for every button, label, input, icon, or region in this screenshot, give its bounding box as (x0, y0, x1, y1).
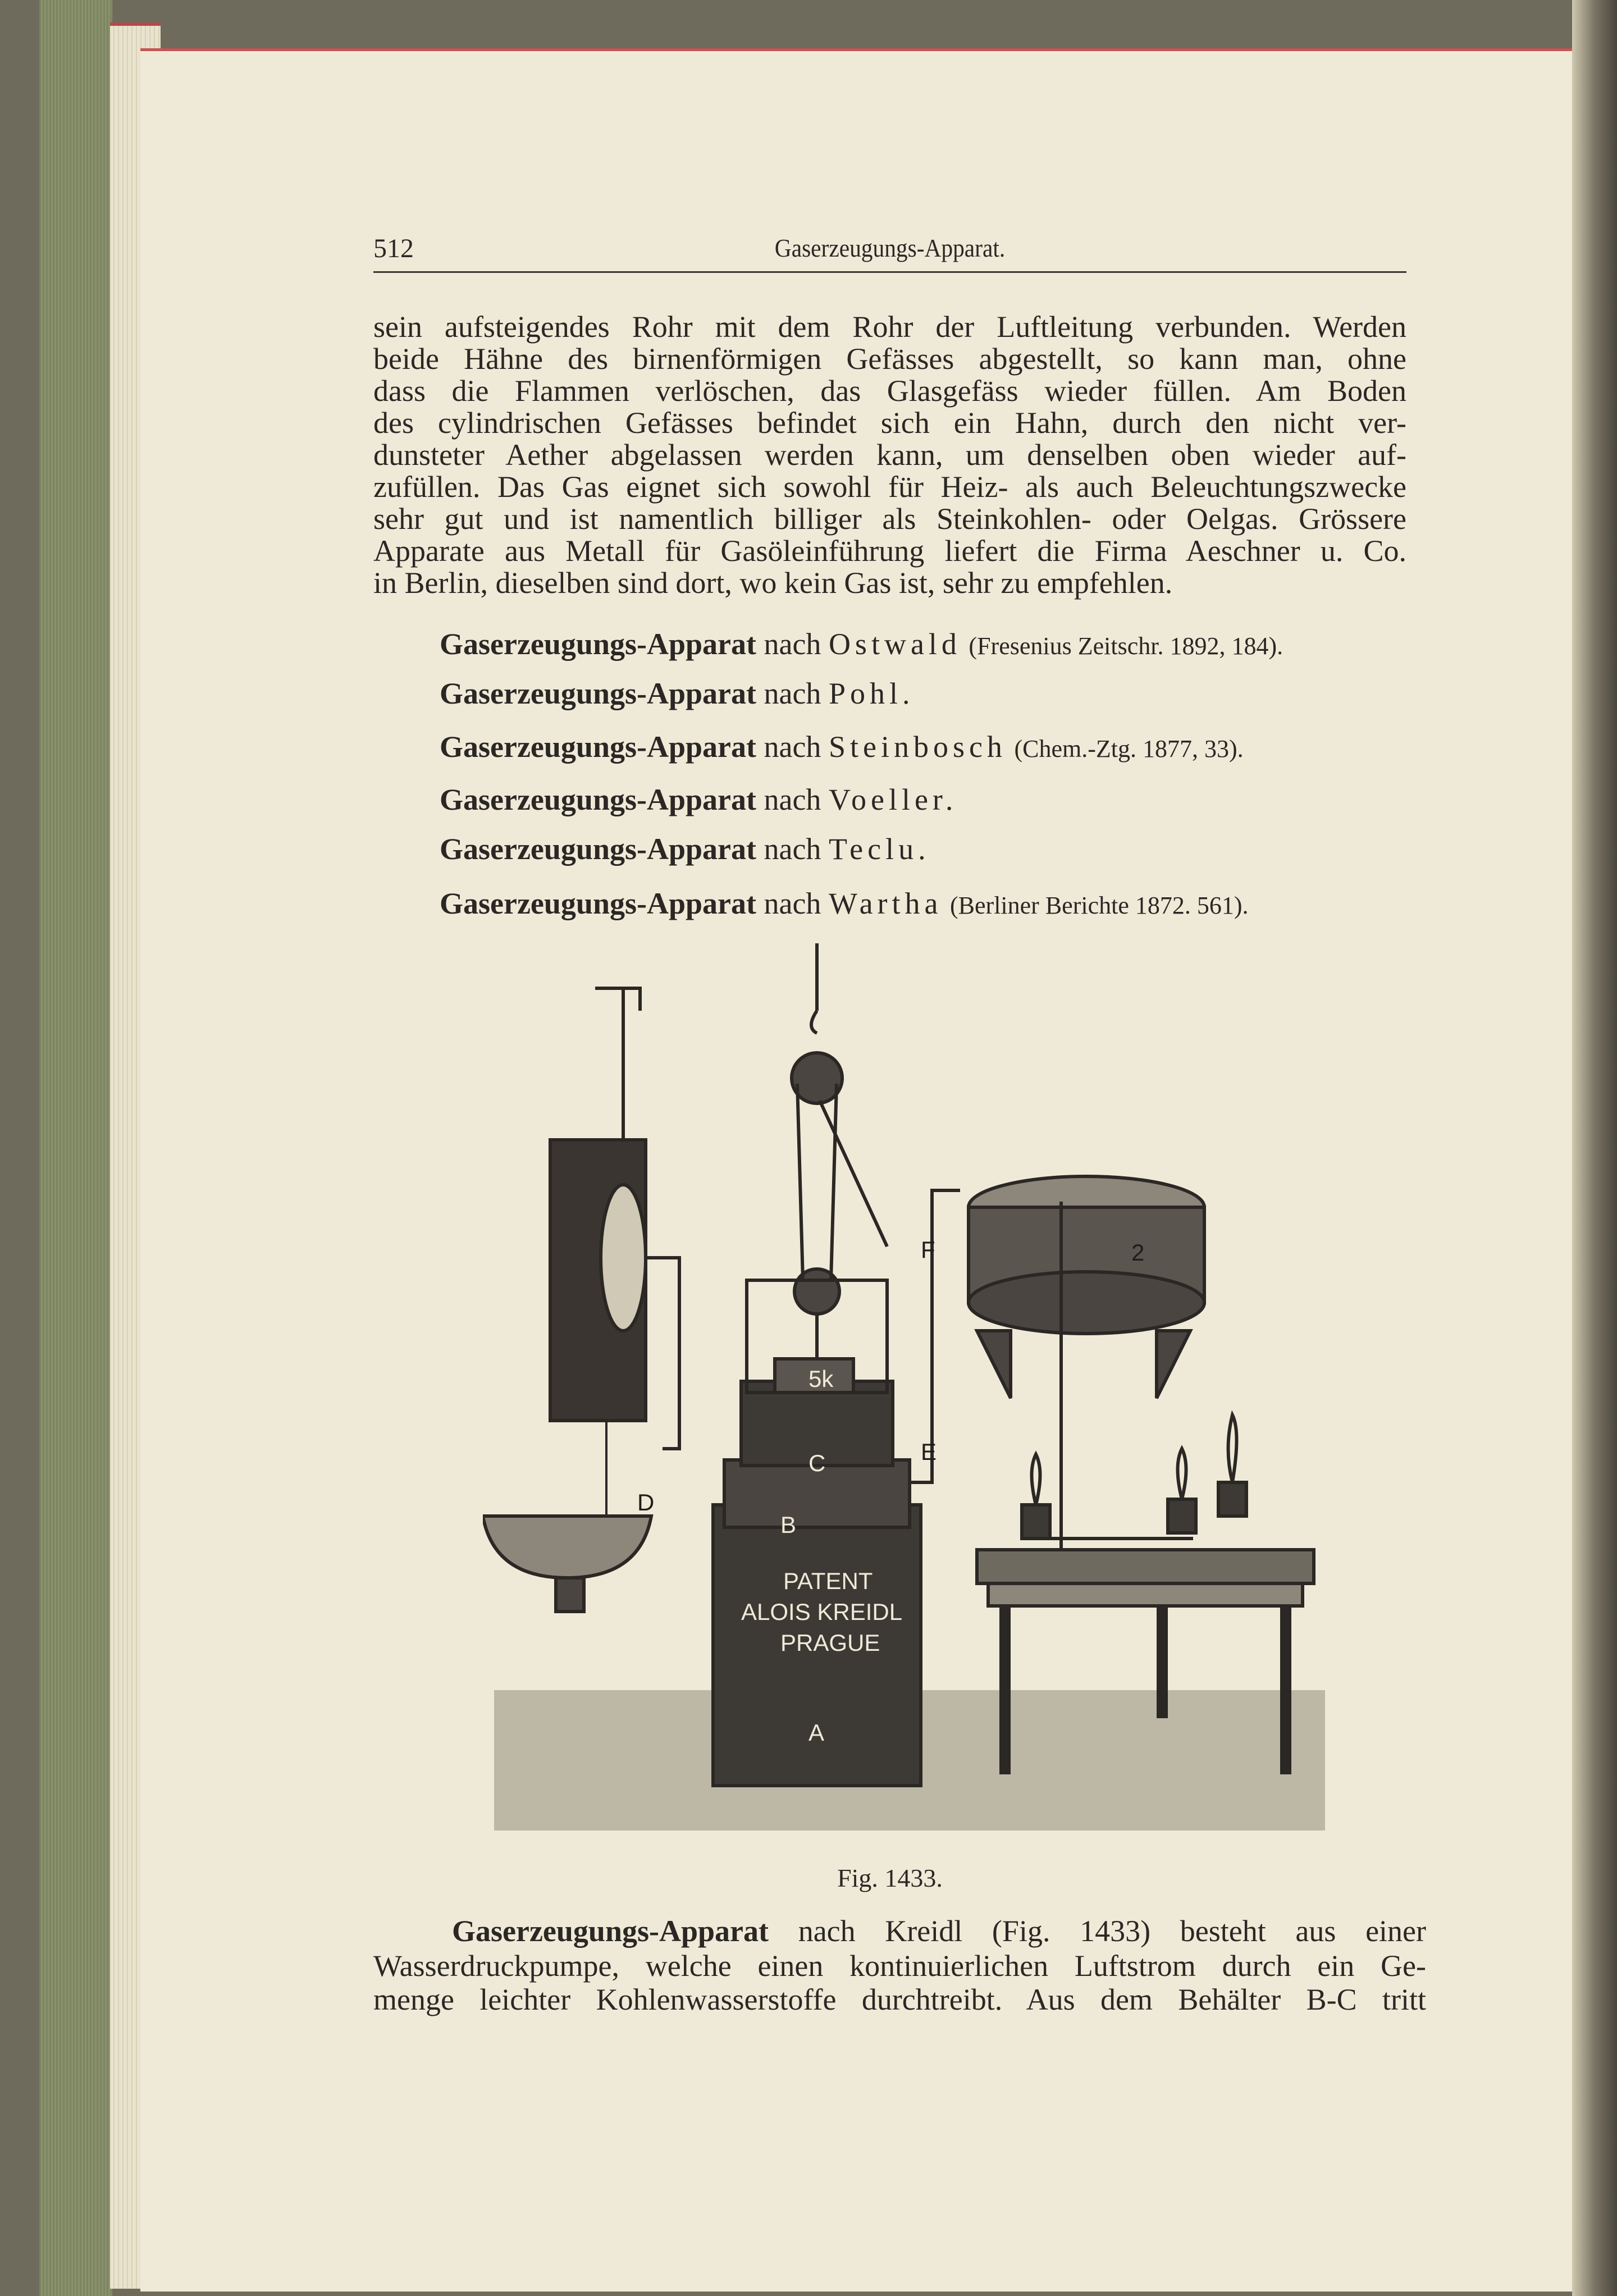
entry-name: Steinbosch (828, 730, 1007, 764)
entry-term: Gaserzeugungs-Apparat (440, 887, 756, 920)
entry-name: Teclu. (828, 832, 930, 866)
label-maker: ALOIS KREIDL (741, 1599, 903, 1625)
text-line: sein aufsteigendes Rohr mit dem Rohr der Luftleitung verbunden. Werden (373, 310, 1406, 344)
entry-term: Gaserzeugungs-Apparat (440, 832, 756, 866)
label-a: A (808, 1719, 825, 1746)
text-line: Wasserdruckpumpe, welche einen kontinuierlichen Luftstrom durch ein Ge- (373, 1949, 1426, 1983)
entry-prep: nach (764, 832, 821, 866)
apparatus-illustration (483, 943, 1331, 1842)
entry-ref: (Fresenius Zeitschr. 1892, 184). (969, 632, 1283, 660)
label-b: B (780, 1512, 797, 1538)
text-line: in Berlin, dieselben sind dort, wo kein Gas ist, sehr zu empfehlen. (373, 566, 1173, 600)
table-top (977, 1550, 1314, 1583)
wash-basin (483, 1516, 651, 1578)
entry-ref: (Berliner Berichte 1872. 561). (950, 892, 1249, 919)
book-gutter (1572, 0, 1617, 2296)
text-line: des cylindrischen Gefässes befindet sich ein Hahn, durch den nicht ver- (373, 406, 1406, 440)
entry-term: Gaserzeugungs-Apparat (440, 730, 756, 764)
entry (440, 629, 1283, 659)
header-rule (373, 271, 1406, 273)
entry-term: Gaserzeugungs-Apparat (440, 627, 756, 661)
label-city: PRAGUE (780, 1629, 880, 1656)
text-line: Apparate aus Metall für Gasöleinführung liefert die Firma Aeschner u. Co. (373, 534, 1406, 568)
entry-prep: nach (764, 730, 821, 764)
para-term: Gaserzeugungs-Apparat (452, 1914, 769, 1948)
entry-name: Wartha (828, 887, 943, 920)
text-line: dass die Flammen verlöschen, das Glasgefäss wieder füllen. Am Boden (373, 374, 1406, 408)
text-line: dunsteter Aether abgelassen werden kann, um denselben oben wieder auf- (373, 438, 1406, 472)
label-c: C (808, 1450, 826, 1476)
entry (440, 834, 930, 864)
entry (440, 732, 1244, 762)
entry (440, 888, 1249, 919)
label-patent: PATENT (783, 1568, 873, 1594)
running-title: Gaserzeugungs-Apparat. (774, 234, 1006, 262)
text-line: sehr gut und ist namentlich billiger als Steinkohlen- oder Oelgas. Grössere (373, 502, 1406, 536)
entry-term: Gaserzeugungs-Apparat (440, 783, 756, 816)
para-text: nach Kreidl (Fig. 1433) besteht aus einer (798, 1914, 1427, 1948)
entry-prep: nach (764, 627, 821, 661)
figure-caption: Fig. 1433. (837, 1864, 943, 1892)
label-weight: 5k (808, 1366, 834, 1392)
label-d: D (637, 1489, 655, 1516)
entry-name: Voeller. (828, 783, 958, 816)
text-line (452, 1916, 1426, 1946)
label-e: E (921, 1439, 937, 1465)
entry (440, 784, 957, 815)
entry-prep: nach (764, 783, 821, 816)
label-2: 2 (1131, 1239, 1145, 1266)
entry-name: Ostwald (828, 627, 961, 661)
text-line: zufüllen. Das Gas eignet sich sowohl für Heiz- als auch Beleuchtungszwecke (373, 470, 1406, 504)
entry-name: Pohl. (828, 677, 915, 710)
entry (440, 678, 914, 709)
label-f: F (921, 1236, 935, 1263)
entry-prep: nach (764, 677, 821, 710)
text-line: menge leichter Kohlenwasserstoffe durchtreibt. Aus dem Behälter B-C tritt (373, 1983, 1426, 2016)
page-number: 512 (373, 234, 414, 263)
entry-prep: nach (764, 887, 821, 920)
entry-term: Gaserzeugungs-Apparat (440, 677, 756, 710)
text-line: beide Hähne des birnenförmigen Gefässes abgestellt, so kann man, ohne (373, 342, 1406, 376)
entry-ref: (Chem.-Ztg. 1877, 33). (1014, 735, 1244, 763)
book-cover-cloth (39, 0, 112, 2296)
